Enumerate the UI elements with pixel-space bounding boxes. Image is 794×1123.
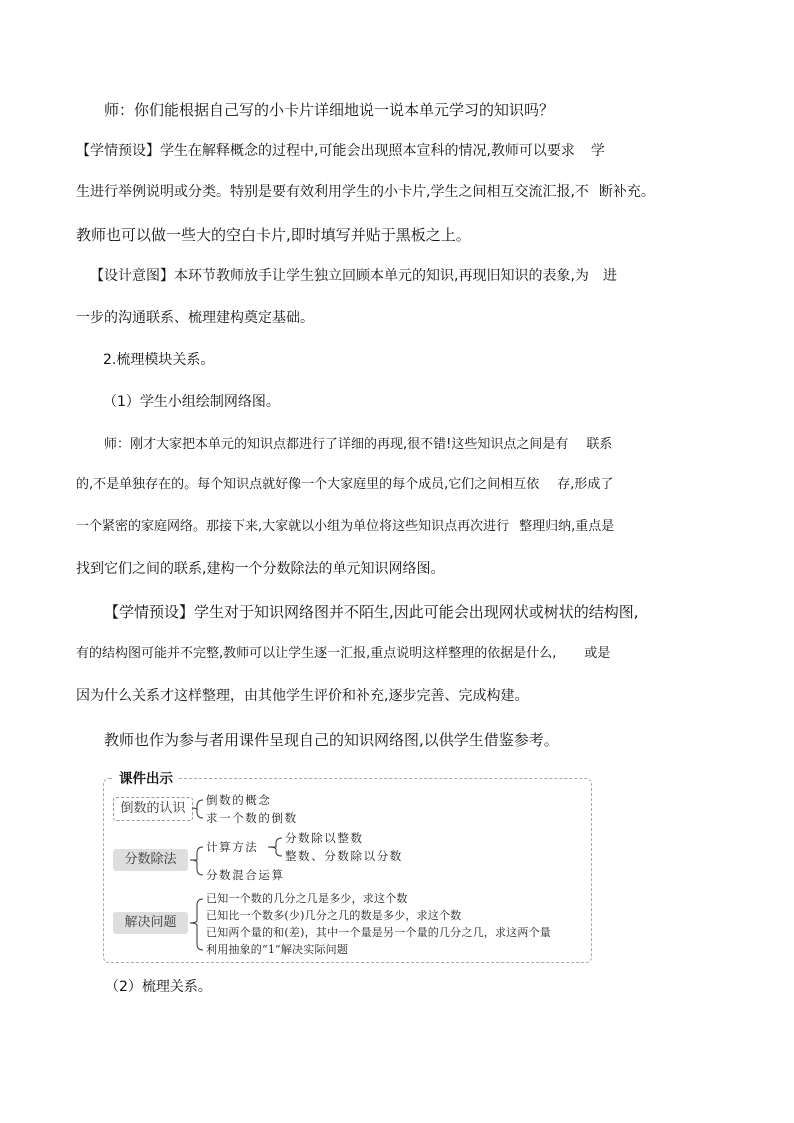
reciprocal-item: 倒数的概念 [206, 793, 272, 807]
division-method-item: 分数除以整数 [285, 831, 364, 845]
subsection-heading-1: （1）学生小组绘制网络图。 [103, 394, 280, 410]
paragraph-design-intent-line2: 一步的沟通联系、梳理建构奠定基础。 [76, 310, 314, 326]
text-segment: 进 [602, 268, 617, 284]
topic-fraction-division: 分数除法 [113, 849, 188, 871]
paragraph-learning-preview-1-line3: 教师也可以做一些大的空白卡片,即时填写并贴于黑板之上。 [76, 226, 471, 244]
text-segment: 一个紧密的家庭网络。那接下来,大家就以小组为单位将这些知识点再次进行 [76, 519, 510, 534]
text-segment: 学 [590, 143, 605, 159]
problem-item: 已知比一个数多(少)几分之几的数是多少，求这个数 [206, 909, 462, 922]
problem-item: 已知两个量的和(差)，其中一个量是另一个量的几分之几，求这两个量 [206, 926, 551, 939]
section-heading-2: 2.梳理模块关系。 [103, 352, 215, 368]
subsection-heading-2: （2）梳理关系。 [105, 979, 212, 995]
division-method-item: 整数、分数除以分数 [285, 849, 403, 863]
text-segment: 的,不是单独存在的。每个知识点就好像一个大家庭里的每个成员,它们之间相互依 [76, 477, 540, 492]
problem-item: 利用抽象的“1”解决实际问题 [206, 943, 349, 956]
paragraph-learning-preview-1-line1 [76, 143, 605, 160]
courseware-tab-label: 课件出示 [113, 770, 179, 788]
reciprocal-item: 求一个数的倒数 [206, 811, 298, 825]
paragraph-learning-preview-2-line1: 【学情预设】学生对于知识网络图并不陌生,因此可能会出现网状或树状的结构图, [104, 603, 639, 621]
text-segment: 或是 [584, 646, 611, 661]
text-segment: 【学情预设】学生在解释概念的过程中,可能会出现照本宣科的情况,教师可以要求 [76, 143, 575, 159]
paragraph-design-intent-line1 [90, 268, 617, 285]
paragraph-learning-preview-2-line3: 因为什么关系才这样整理，由其他学生评价和补充,逐步完善、完成构建。 [76, 688, 529, 704]
paragraph-teacher-line2 [76, 477, 613, 493]
dialogue-teacher-question: 师：你们能根据自己写的小卡片详细地说一说本单元学习的知识吗？ [104, 101, 555, 119]
text-segment: 联系 [586, 437, 613, 452]
paragraph-teacher-line1 [104, 437, 612, 453]
paragraph-teacher-courseware: 教师也作为参与者用课件呈现自己的知识网络图,以供学生借鉴参考。 [104, 731, 559, 749]
division-mixed: 分数混合运算 [206, 868, 285, 882]
paragraph-learning-preview-1-line2 [76, 184, 655, 201]
text-segment: 存,形成了 [557, 477, 614, 492]
problem-item: 已知一个数的几分之几是多少，求这个数 [206, 892, 408, 905]
text-segment: 【设计意图】本环节教师放手让学生独立回顾本单元的知识,再现旧知识的表象,为 [90, 268, 589, 284]
text-segment: 有的结构图可能并不完整,教师可以让学生逐一汇报,重点说明这样整理的依据是什么, [76, 646, 557, 661]
text-segment: 生进行举例说明或分类。特别是要有效利用学生的小卡片,学生之间相互交流汇报,不 [76, 184, 589, 200]
topic-reciprocal: 倒数的认识 [113, 797, 193, 821]
paragraph-teacher-line4: 找到它们之间的联系,建构一个分数除法的单元知识网络图。 [76, 561, 445, 577]
text-segment: 断补充。 [598, 184, 655, 200]
paragraph-learning-preview-2-line2 [76, 646, 610, 662]
topic-problem-solving: 解决问题 [113, 912, 188, 934]
text-segment: 师：刚才大家把本单元的知识点都进行了详细的再现,很不错!这些知识点之间是有 [104, 437, 569, 452]
division-method: 计算方法 [206, 840, 259, 854]
text-segment: 整理归纳,重点是 [519, 519, 615, 534]
paragraph-teacher-line3 [76, 519, 614, 535]
